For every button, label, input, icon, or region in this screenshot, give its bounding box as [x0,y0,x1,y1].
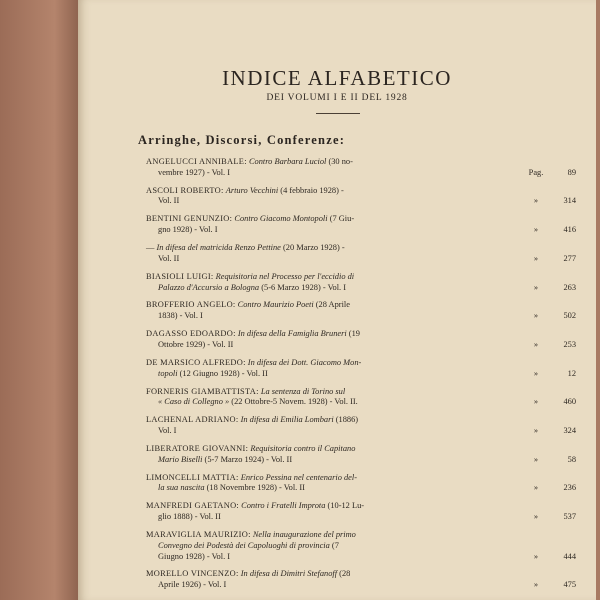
leader-space [176,426,526,437]
entry-title: topoli [158,368,178,378]
entry-text [158,512,221,523]
entry-text [158,340,233,351]
entry-details: (10-12 Lu- [327,501,365,511]
page-number: 416 [563,225,576,235]
leader-space [268,369,526,380]
entry-details: Vol. I [158,425,177,435]
entry-details: (5-6 Marzo 1928) - Vol. I [261,282,347,292]
index-entry [146,473,576,495]
entry-details: gno 1928) - Vol. I [158,225,218,235]
page-number: 89 [567,167,576,177]
entry-details: (20 Marzo 1928) - [283,243,345,253]
page-marker: » [533,368,539,378]
leader-space [230,168,526,179]
entry-line [146,254,576,265]
document-page [78,0,596,600]
entry-details: Giugno 1928) - Vol. I [158,551,231,561]
entry-title: Convegno dei Podestà dei Capoluoghi di provincia [158,540,330,550]
index-entry [146,186,576,208]
index-entry [146,415,576,437]
entry-title: Arturo Vecchini [225,185,279,195]
entry-text [158,196,179,207]
page-number: 444 [563,551,576,561]
title-divider [316,113,360,114]
entry-details: Aprile 1926) - Vol. I [158,580,227,590]
entry-title: Nella inaugurazione del primo [252,529,356,539]
entry-title: In difesa di Emilia Lombari [240,415,334,425]
entry-text [158,254,179,265]
entry-line [146,473,576,484]
entry-author: ANGELUCCI ANNIBALE: [146,157,247,166]
entry-line [146,214,576,225]
entry-details: (19 [348,329,360,339]
entry-text [146,186,344,197]
page-marker: » [533,454,539,464]
entry-text [158,426,176,437]
entry-line [146,580,576,591]
entry-title: la sua nascita [158,483,205,493]
entry-details: (5-7 Marzo 1924) - Vol. II [204,454,293,464]
entry-text [146,530,356,541]
index-entry [146,530,576,562]
entry-text [146,329,360,340]
entry-title: La sentenza di Torino sul [260,386,346,396]
entry-title: Mario Biselli [158,454,203,464]
entry-author: DE MARSICO ALFREDO: [146,357,246,367]
page-number: 58 [567,454,576,464]
entry-text [146,358,361,369]
page-marker: » [533,282,539,292]
leader-space [221,512,526,523]
entry-details: glio 1888) - Vol. II [158,512,221,522]
entry-line [146,455,576,466]
page-marker: » [533,311,539,321]
entry-line [146,168,576,179]
entry-text [158,168,230,179]
entry-line [146,397,576,408]
entry-text [158,580,226,591]
entry-details: Vol. II [158,196,180,206]
index-entries [146,157,576,598]
leader-space [179,254,526,265]
page-number: 502 [563,311,576,321]
entry-line [146,272,576,283]
page-marker: » [533,483,539,493]
index-entry [146,329,576,351]
entry-line [146,225,576,236]
entry-line [146,186,576,197]
entry-author: FORNERIS GIAMBATTISTA: [146,386,259,396]
entry-details: (28 Aprile [315,300,350,310]
entry-text [146,387,345,398]
page-marker: » [533,551,539,561]
entry-author: DAGASSO EDOARDO: [146,329,236,339]
entry-line [146,196,576,207]
entry-line [146,283,576,294]
entry-text [146,272,354,283]
page-number: 537 [563,512,576,522]
entry-author: MANFREDI GAETANO: [146,501,240,511]
entry-text [146,444,355,455]
entry-details: vembre 1927) - Vol. I [158,167,231,177]
entry-details: (4 febbraio 1928) - [280,185,344,195]
page-title: INDICE ALFABETICO [222,66,452,90]
entry-line [146,426,576,437]
entry-dash: — [146,243,155,253]
index-entry [146,569,576,591]
entry-details: Vol. II [158,253,180,263]
index-entry [146,444,576,466]
entry-line [146,541,576,552]
index-entry [146,157,576,179]
entry-line [146,387,576,398]
entry-line [146,552,576,563]
leader-space [179,196,526,207]
index-entry [146,387,576,409]
page-marker: » [533,253,539,263]
entry-details: (12 Giugno 1928) - Vol. II [179,368,268,378]
entry-title: Requisitoria nel Processo per l'eccidio di [215,271,355,281]
page-number: 12 [567,368,576,378]
entry-text [158,552,230,563]
entry-author: ASCOLI ROBERTO: [146,185,224,195]
leader-space [233,340,526,351]
entry-text [158,283,346,294]
entry-title: Contro Maurizio Poeti [237,300,314,310]
index-entry [146,214,576,236]
page-marker: » [533,512,539,522]
entry-line [146,512,576,523]
entry-details: (28 [339,569,351,579]
entry-author: BENTINI GENUNZIO: [146,214,233,224]
page-marker: » [533,196,539,206]
entry-author: BROFFERIO ANGELO: [146,300,236,310]
section-heading: Arringhe, Discorsi, Conferenze: [138,133,346,147]
entry-details: (30 no- [328,157,353,166]
entry-text [158,483,305,494]
page-number: 460 [563,397,576,407]
page-number: 475 [563,580,576,590]
index-entry [146,358,576,380]
entry-line [146,501,576,512]
entry-details: (1886) [335,415,359,425]
entry-title: Contro i Fratelli Improta [241,501,326,511]
entry-details: (22 Ottobre-5 Novem. 1928) - Vol. II. [231,397,358,407]
entry-text [146,415,358,426]
page-marker: » [533,339,539,349]
entry-text [158,311,203,322]
entry-text [158,369,268,380]
entry-title: In difesa della Famiglia Bruneri [237,329,347,339]
entry-line [146,300,576,311]
leader-space [203,311,526,322]
entry-title: Contro Barbara Luciol [248,157,327,166]
entry-details: Ottobre 1929) - Vol. II [158,339,234,349]
entry-line [146,444,576,455]
page-subtitle: DEI VOLUMI I E II DEL 1928 [266,93,408,103]
entry-author: BIASIOLI LUIGI: [146,271,214,281]
page-number: 324 [563,425,576,435]
entry-author: MARAVIGLIA MAURIZIO: [146,529,251,539]
page-marker: » [533,397,539,407]
page-number: 277 [563,253,576,263]
entry-text [146,157,353,168]
entry-line [146,369,576,380]
page-marker: » [533,425,539,435]
entry-text [146,569,350,580]
page-marker: » [533,580,539,590]
entry-details: (7 [331,540,339,550]
page-marker: » [533,225,539,235]
entry-text [158,541,339,552]
entry-line [146,311,576,322]
page-number: 236 [563,483,576,493]
page-marker: Pag. [528,167,544,177]
entry-line [146,530,576,541]
entry-text [146,300,350,311]
entry-line [146,329,576,340]
leader-space [292,455,526,466]
leader-space [346,283,526,294]
entry-line [146,415,576,426]
entry-details: 1838) - Vol. I [158,311,203,321]
index-entry [146,501,576,523]
entry-author: LIMONCELLI MATTIA: [146,472,239,482]
leader-space [358,397,526,408]
entry-author: MORELLO VINCENZO: [146,569,239,579]
entry-details: (7 Giu- [329,214,355,224]
entry-title: Enrico Pessina nel centenario del- [240,472,358,482]
left-page-edge [0,0,78,600]
index-entry [146,300,576,322]
page-number: 263 [563,282,576,292]
page-number: 314 [563,196,576,206]
entry-title: In difesa dei Dott. Giacomo Mon- [247,357,362,367]
entry-line [146,157,576,168]
entry-text [146,214,354,225]
entry-title: In difesa di Dimitri Stefanoff [240,569,338,579]
entry-author: LIBERATORE GIOVANNI: [146,443,249,453]
entry-text [146,473,357,484]
entry-text [158,455,292,466]
entry-line [146,569,576,580]
entry-text [146,243,345,254]
leader-space [305,483,526,494]
entry-author: LACHENAL ADRIANO: [146,415,239,425]
index-entry [146,243,576,265]
leader-space [217,225,526,236]
entry-title: Palazzo d'Accursio a Bologna [158,282,260,292]
leader-space [230,552,526,563]
entry-line [146,340,576,351]
entry-line [146,358,576,369]
entry-title: In difesa del matricida Renzo Pettine [156,243,281,253]
entry-line [146,483,576,494]
leader-space [226,580,526,591]
entry-title: Requisitoria contro il Capitano [250,443,356,453]
entry-text [146,501,364,512]
entry-text [158,225,217,236]
entry-title: « Caso di Collegno » [158,397,230,407]
entry-title: Contro Giacomo Montopoli [234,214,328,224]
entry-details: (18 Novembre 1928) - Vol. II [206,483,305,493]
entry-text [158,397,358,408]
page-number: 253 [563,339,576,349]
index-entry [146,272,576,294]
entry-line [146,243,576,254]
